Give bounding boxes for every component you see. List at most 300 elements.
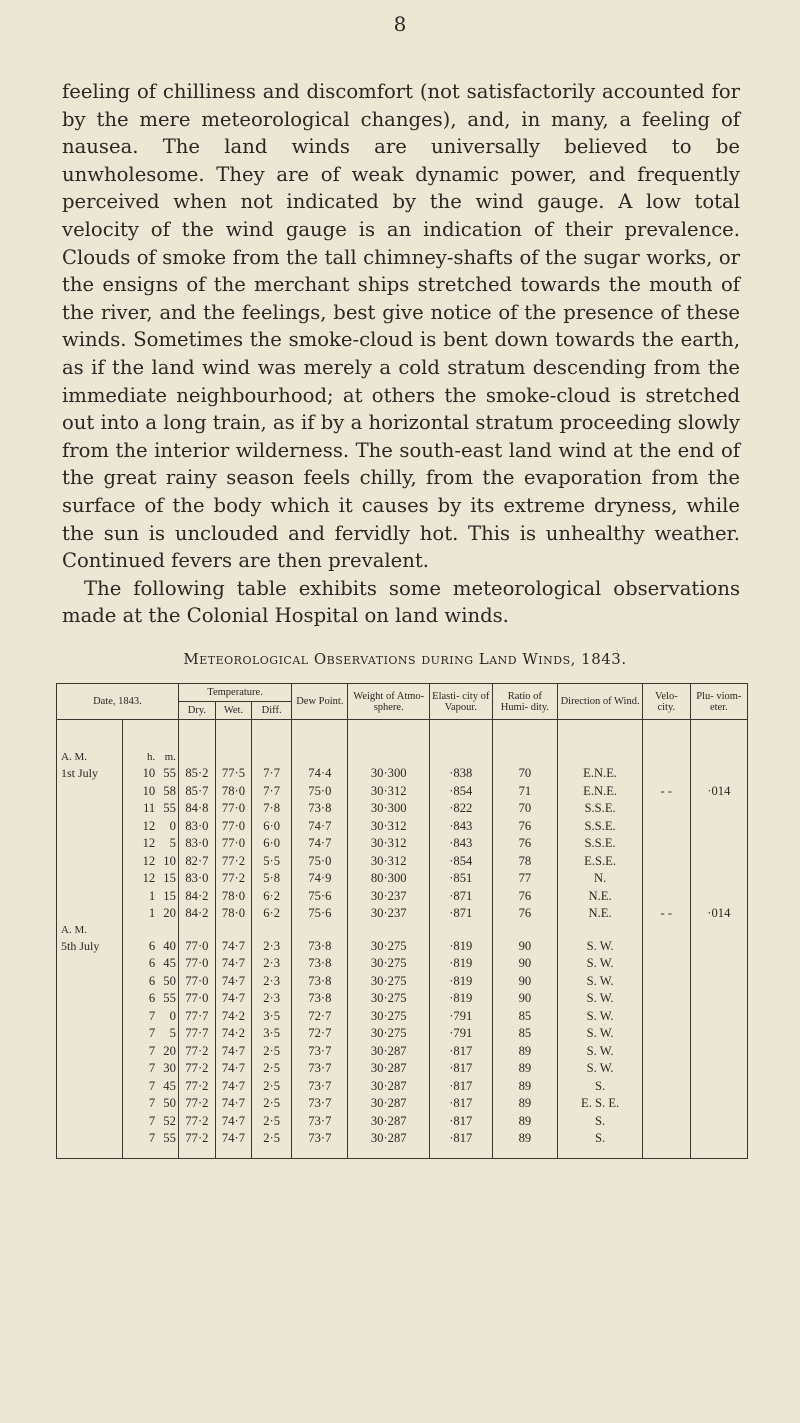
diff-cell: 6·2 xyxy=(251,888,291,906)
hour-cell: 1 xyxy=(122,905,158,923)
hour-cell: 7 xyxy=(122,1043,158,1061)
direction-cell: N. xyxy=(558,870,643,888)
pluviometer-cell xyxy=(690,870,747,888)
wet-cell: 74·7 xyxy=(215,1078,251,1096)
pluviometer-cell xyxy=(690,818,747,836)
dew-point-cell: 73·8 xyxy=(292,938,348,956)
spacer-cell xyxy=(348,720,430,751)
spacer-cell xyxy=(57,1148,123,1159)
date-cell: 1st July xyxy=(57,765,123,783)
empty-cell xyxy=(642,750,690,765)
elasticity-cell: ·817 xyxy=(430,1113,493,1131)
spacer-cell xyxy=(430,1148,493,1159)
hour-cell: 7 xyxy=(122,1113,158,1131)
dry-cell: 77·2 xyxy=(178,1113,215,1131)
date-cell xyxy=(57,973,123,991)
spacer-cell xyxy=(158,720,178,751)
hour-cell: 11 xyxy=(122,800,158,818)
dew-point-cell: 75·6 xyxy=(292,905,348,923)
velocity-cell xyxy=(642,853,690,871)
weight-cell: 30·287 xyxy=(348,1113,430,1131)
humidity-cell: 85 xyxy=(492,1008,558,1026)
hour-cell: 6 xyxy=(122,955,158,973)
header-direction: Direction of Wind. xyxy=(558,684,643,720)
pluviometer-cell: ·014 xyxy=(690,905,747,923)
velocity-cell xyxy=(642,973,690,991)
diff-cell: 3·5 xyxy=(251,1025,291,1043)
diff-cell: 7·7 xyxy=(251,783,291,801)
header-temperature: Temperature. xyxy=(178,684,291,702)
hour-cell: 7 xyxy=(122,1025,158,1043)
diff-cell: 2·5 xyxy=(251,1043,291,1061)
velocity-cell: - - xyxy=(642,905,690,923)
minute-cell: 15 xyxy=(158,870,178,888)
date-cell xyxy=(57,800,123,818)
wet-cell: 74·7 xyxy=(215,955,251,973)
wet-cell: 78·0 xyxy=(215,905,251,923)
humidity-cell: 90 xyxy=(492,990,558,1008)
spacer-cell xyxy=(642,720,690,751)
spacer-cell xyxy=(158,1148,178,1159)
header-weight: Weight of Atmo- sphere. xyxy=(348,684,430,720)
dry-cell: 82·7 xyxy=(178,853,215,871)
elasticity-cell: ·822 xyxy=(430,800,493,818)
diff-cell: 5·8 xyxy=(251,870,291,888)
pluviometer-cell xyxy=(690,990,747,1008)
pluviometer-cell xyxy=(690,1113,747,1131)
direction-cell: N.E. xyxy=(558,888,643,906)
empty-cell xyxy=(558,923,643,938)
dew-point-cell: 73·8 xyxy=(292,800,348,818)
empty-cell xyxy=(430,923,493,938)
wet-cell: 77·0 xyxy=(215,818,251,836)
humidity-cell: 70 xyxy=(492,765,558,783)
pluviometer-cell xyxy=(690,888,747,906)
minute-cell: 58 xyxy=(158,783,178,801)
humidity-cell: 76 xyxy=(492,888,558,906)
diff-cell: 2·3 xyxy=(251,938,291,956)
humidity-cell: 76 xyxy=(492,905,558,923)
dry-cell: 77·2 xyxy=(178,1095,215,1113)
dry-cell: 77·7 xyxy=(178,1025,215,1043)
empty-cell xyxy=(690,750,747,765)
dry-cell: 84·2 xyxy=(178,905,215,923)
spacer-cell xyxy=(215,720,251,751)
date-cell xyxy=(57,1113,123,1131)
date-cell xyxy=(57,1078,123,1096)
minute-cell: 52 xyxy=(158,1113,178,1131)
pluviometer-cell xyxy=(690,1043,747,1061)
diff-cell: 2·5 xyxy=(251,1113,291,1131)
diff-cell: 2·5 xyxy=(251,1130,291,1148)
velocity-cell xyxy=(642,990,690,1008)
elasticity-cell: ·819 xyxy=(430,938,493,956)
weight-cell: 30·275 xyxy=(348,938,430,956)
header-diff: Diff. xyxy=(251,702,291,720)
velocity-cell xyxy=(642,1113,690,1131)
pluviometer-cell xyxy=(690,1078,747,1096)
spacer-cell xyxy=(178,720,215,751)
weight-cell: 30·275 xyxy=(348,990,430,1008)
hour-cell: 7 xyxy=(122,1008,158,1026)
empty-cell xyxy=(642,923,690,938)
table-row xyxy=(57,990,748,1008)
pluviometer-cell xyxy=(690,1130,747,1148)
direction-cell: S.S.E. xyxy=(558,800,643,818)
table-row xyxy=(57,1078,748,1096)
spacer-cell xyxy=(558,1148,643,1159)
table-row xyxy=(57,1025,748,1043)
velocity-cell xyxy=(642,955,690,973)
weight-cell: 30·312 xyxy=(348,818,430,836)
velocity-cell: - - xyxy=(642,783,690,801)
humidity-cell: 89 xyxy=(492,1060,558,1078)
minute-cell: 0 xyxy=(158,818,178,836)
velocity-cell xyxy=(642,1078,690,1096)
date-cell xyxy=(57,870,123,888)
table-row xyxy=(57,938,748,956)
dew-point-cell: 72·7 xyxy=(292,1025,348,1043)
paragraph-1: feeling of chilliness and discomfort (not satisfactorily accounted for by the mere meteorological changes), and, in many, a feeling of nausea. The land winds are universally believed to be unwholesome. They are of weak dynamic power, and frequently perceived when not indicated by the wind gauge. A low total velocity of the wind gauge is an indication of their prevalence. Clouds of smoke from the tall chimney-shafts of the sugar works, or the ensigns of the merchant ships stretched towards the mouth of the river, and the feelings, best give notice of the presence of these winds. Sometimes the smoke-cloud is bent down towards the earth, as if the land wind was merely a cold stratum descending from the immediate neighbourhood; at others the smoke-cloud is stretched out into a long train, as if by a horizontal stratum proceeding slowly from the interior wilderness. The south-east land wind at the end of the great rainy season feels chilly, from the evaporation from the surface of the body which it causes by its extreme dryness, while the sun is unclouded and fervidly hot. This is unhealthy weather. Continued fevers are then prevalent. xyxy=(62,80,740,573)
humidity-cell: 71 xyxy=(492,783,558,801)
wet-cell: 74·7 xyxy=(215,938,251,956)
table-row xyxy=(57,835,748,853)
humidity-cell: 77 xyxy=(492,870,558,888)
am-label: A. M. xyxy=(57,750,123,765)
dry-cell: 84·2 xyxy=(178,888,215,906)
dry-cell: 77·2 xyxy=(178,1078,215,1096)
pluviometer-cell xyxy=(690,1008,747,1026)
empty-cell xyxy=(251,923,291,938)
dry-cell: 77·2 xyxy=(178,1043,215,1061)
weight-cell: 30·312 xyxy=(348,853,430,871)
empty-cell xyxy=(292,750,348,765)
weight-cell: 30·287 xyxy=(348,1043,430,1061)
wet-cell: 77·0 xyxy=(215,800,251,818)
table-row xyxy=(57,818,748,836)
minute-cell: 50 xyxy=(158,1095,178,1113)
spacer-cell xyxy=(642,1148,690,1159)
wet-cell: 77·5 xyxy=(215,765,251,783)
empty-cell xyxy=(215,923,251,938)
diff-cell: 2·5 xyxy=(251,1095,291,1113)
table-row xyxy=(57,1095,748,1113)
elasticity-cell: ·843 xyxy=(430,835,493,853)
dew-point-cell: 73·8 xyxy=(292,955,348,973)
empty-cell xyxy=(430,750,493,765)
weight-cell: 30·287 xyxy=(348,1095,430,1113)
elasticity-cell: ·817 xyxy=(430,1130,493,1148)
humidity-cell: 90 xyxy=(492,955,558,973)
minute-cell: 20 xyxy=(158,905,178,923)
direction-cell: E.N.E. xyxy=(558,765,643,783)
direction-cell: E. S. E. xyxy=(558,1095,643,1113)
dew-point-cell: 73·7 xyxy=(292,1060,348,1078)
wet-cell: 74·7 xyxy=(215,1060,251,1078)
dew-point-cell: 72·7 xyxy=(292,1008,348,1026)
velocity-cell xyxy=(642,800,690,818)
humidity-cell: 78 xyxy=(492,853,558,871)
dry-cell: 77·0 xyxy=(178,955,215,973)
spacer-row xyxy=(57,720,748,751)
pluviometer-cell xyxy=(690,973,747,991)
direction-cell: E.S.E. xyxy=(558,853,643,871)
dew-point-cell: 75·0 xyxy=(292,853,348,871)
direction-cell: S. W. xyxy=(558,1043,643,1061)
hour-cell: 6 xyxy=(122,938,158,956)
dry-cell: 83·0 xyxy=(178,818,215,836)
table-body xyxy=(57,720,748,1159)
date-cell xyxy=(57,835,123,853)
elasticity-cell: ·819 xyxy=(430,955,493,973)
empty-cell xyxy=(492,923,558,938)
wet-cell: 78·0 xyxy=(215,783,251,801)
pluviometer-cell xyxy=(690,938,747,956)
minute-cell: 50 xyxy=(158,973,178,991)
table-row xyxy=(57,1130,748,1148)
wet-cell: 74·2 xyxy=(215,1008,251,1026)
dew-point-cell: 73·7 xyxy=(292,1043,348,1061)
wet-cell: 77·2 xyxy=(215,870,251,888)
header-elasticity: Elasti- city of Vapour. xyxy=(430,684,493,720)
am-label: A. M. xyxy=(57,923,123,938)
minute-cell: 5 xyxy=(158,1025,178,1043)
header-humidity: Ratio of Humi- dity. xyxy=(492,684,558,720)
dew-point-cell: 73·8 xyxy=(292,990,348,1008)
minute-cell: 0 xyxy=(158,1008,178,1026)
hour-cell: 7 xyxy=(122,1060,158,1078)
hour-cell: 12 xyxy=(122,835,158,853)
direction-cell: S. W. xyxy=(558,1060,643,1078)
date-cell xyxy=(57,1095,123,1113)
humidity-cell: 89 xyxy=(492,1095,558,1113)
header-wet: Wet. xyxy=(215,702,251,720)
spacer-cell xyxy=(558,720,643,751)
wet-cell: 78·0 xyxy=(215,888,251,906)
table-row xyxy=(57,800,748,818)
header-velocity: Velo- city. xyxy=(642,684,690,720)
elasticity-cell: ·819 xyxy=(430,973,493,991)
spacer-cell xyxy=(348,1148,430,1159)
table-row xyxy=(57,905,748,923)
pluviometer-cell xyxy=(690,1095,747,1113)
direction-cell: S. W. xyxy=(558,1025,643,1043)
pluviometer-cell xyxy=(690,765,747,783)
spacer-cell xyxy=(492,720,558,751)
header-pluviometer: Plu- viom- eter. xyxy=(690,684,747,720)
wet-cell: 74·7 xyxy=(215,1095,251,1113)
date-cell xyxy=(57,853,123,871)
diff-cell: 6·0 xyxy=(251,835,291,853)
velocity-cell xyxy=(642,1043,690,1061)
spacer-cell xyxy=(122,1148,158,1159)
diff-cell: 2·5 xyxy=(251,1078,291,1096)
wet-cell: 74·7 xyxy=(215,1043,251,1061)
dew-point-cell: 73·7 xyxy=(292,1095,348,1113)
minute-cell: 55 xyxy=(158,765,178,783)
diff-cell: 6·2 xyxy=(251,905,291,923)
table-row xyxy=(57,1043,748,1061)
hour-cell: 12 xyxy=(122,853,158,871)
spacer-cell xyxy=(251,720,291,751)
weight-cell: 30·312 xyxy=(348,835,430,853)
elasticity-cell: ·854 xyxy=(430,783,493,801)
date-cell xyxy=(57,1008,123,1026)
header-dew-point: Dew Point. xyxy=(292,684,348,720)
date-cell xyxy=(57,1130,123,1148)
humidity-cell: 85 xyxy=(492,1025,558,1043)
elasticity-cell: ·819 xyxy=(430,990,493,1008)
dry-cell: 77·2 xyxy=(178,1130,215,1148)
direction-cell: S. W. xyxy=(558,938,643,956)
minute-cell: 45 xyxy=(158,1078,178,1096)
wet-cell: 77·0 xyxy=(215,835,251,853)
weight-cell: 30·275 xyxy=(348,1008,430,1026)
dry-cell: 77·0 xyxy=(178,938,215,956)
header-dry: Dry. xyxy=(178,702,215,720)
meteorological-table xyxy=(56,683,748,1159)
minute-cell: 15 xyxy=(158,888,178,906)
diff-cell: 2·3 xyxy=(251,990,291,1008)
spacer-cell xyxy=(292,1148,348,1159)
hour-cell: 12 xyxy=(122,870,158,888)
hour-cell: 12 xyxy=(122,818,158,836)
minute-cell: 55 xyxy=(158,990,178,1008)
date-cell xyxy=(57,888,123,906)
empty-cell xyxy=(178,750,215,765)
velocity-cell xyxy=(642,1095,690,1113)
spacer-cell xyxy=(292,720,348,751)
weight-cell: 30·287 xyxy=(348,1078,430,1096)
dew-point-cell: 73·7 xyxy=(292,1130,348,1148)
empty-cell xyxy=(558,750,643,765)
elasticity-cell: ·871 xyxy=(430,905,493,923)
direction-cell: S. W. xyxy=(558,955,643,973)
elasticity-cell: ·791 xyxy=(430,1008,493,1026)
date-cell xyxy=(57,818,123,836)
diff-cell: 7·7 xyxy=(251,765,291,783)
date-cell xyxy=(57,990,123,1008)
direction-cell: S. xyxy=(558,1078,643,1096)
spacer-cell xyxy=(690,1148,747,1159)
wet-cell: 74·7 xyxy=(215,973,251,991)
hour-cell: 6 xyxy=(122,973,158,991)
table-row xyxy=(57,783,748,801)
spacer-cell xyxy=(122,720,158,751)
velocity-cell xyxy=(642,1025,690,1043)
dry-cell: 85·7 xyxy=(178,783,215,801)
minute-cell: 40 xyxy=(158,938,178,956)
direction-cell: S.S.E. xyxy=(558,818,643,836)
elasticity-cell: ·817 xyxy=(430,1078,493,1096)
humidity-cell: 90 xyxy=(492,938,558,956)
velocity-cell xyxy=(642,835,690,853)
date-cell xyxy=(57,1043,123,1061)
hour-cell: 7 xyxy=(122,1130,158,1148)
dew-point-cell: 73·7 xyxy=(292,1078,348,1096)
hour-cell: 10 xyxy=(122,765,158,783)
weight-cell: 30·287 xyxy=(348,1060,430,1078)
elasticity-cell: ·817 xyxy=(430,1043,493,1061)
diff-cell: 2·3 xyxy=(251,955,291,973)
hour-cell: 10 xyxy=(122,783,158,801)
wet-cell: 74·7 xyxy=(215,990,251,1008)
date-cell xyxy=(57,1060,123,1078)
weight-cell: 80·300 xyxy=(348,870,430,888)
direction-cell: S.S.E. xyxy=(558,835,643,853)
diff-cell: 7·8 xyxy=(251,800,291,818)
spacer-cell xyxy=(492,1148,558,1159)
dew-point-cell: 75·0 xyxy=(292,783,348,801)
elasticity-cell: ·871 xyxy=(430,888,493,906)
empty-cell xyxy=(348,750,430,765)
dew-point-cell: 73·7 xyxy=(292,1113,348,1131)
pluviometer-cell xyxy=(690,800,747,818)
weight-cell: 30·275 xyxy=(348,955,430,973)
spacer-cell xyxy=(430,720,493,751)
direction-cell: S. xyxy=(558,1113,643,1131)
empty-cell xyxy=(292,923,348,938)
table-row xyxy=(57,765,748,783)
dry-cell: 77·0 xyxy=(178,973,215,991)
weight-cell: 30·287 xyxy=(348,1130,430,1148)
table-row xyxy=(57,870,748,888)
humidity-cell: 89 xyxy=(492,1130,558,1148)
velocity-cell xyxy=(642,888,690,906)
header-row-1 xyxy=(57,684,748,702)
elasticity-cell: ·838 xyxy=(430,765,493,783)
diff-cell: 5·5 xyxy=(251,853,291,871)
wet-cell: 74·7 xyxy=(215,1113,251,1131)
date-cell xyxy=(57,905,123,923)
date-cell xyxy=(57,1025,123,1043)
weight-cell: 30·237 xyxy=(348,888,430,906)
spacer-cell xyxy=(178,1148,215,1159)
dry-cell: 83·0 xyxy=(178,870,215,888)
weight-cell: 30·275 xyxy=(348,1025,430,1043)
minute-cell: 5 xyxy=(158,835,178,853)
hour-cell: 1 xyxy=(122,888,158,906)
paragraph-2: The following table exhibits some meteorological observations made at the Colonial Hospital on land winds. xyxy=(62,576,740,628)
pluviometer-cell xyxy=(690,955,747,973)
direction-cell: S. W. xyxy=(558,973,643,991)
dew-point-cell: 74·9 xyxy=(292,870,348,888)
minute-cell: 10 xyxy=(158,853,178,871)
diff-cell: 6·0 xyxy=(251,818,291,836)
diff-cell: 2·3 xyxy=(251,973,291,991)
table-row xyxy=(57,1008,748,1026)
direction-cell: S. W. xyxy=(558,990,643,1008)
minute-cell: 45 xyxy=(158,955,178,973)
humidity-cell: 89 xyxy=(492,1113,558,1131)
dry-cell: 83·0 xyxy=(178,835,215,853)
hour-cell: 7 xyxy=(122,1078,158,1096)
minute-cell: 55 xyxy=(158,1130,178,1148)
wet-cell: 77·2 xyxy=(215,853,251,871)
date-label-row xyxy=(57,750,748,765)
empty-cell xyxy=(215,750,251,765)
elasticity-cell: ·851 xyxy=(430,870,493,888)
body-text xyxy=(62,78,740,630)
hour-cell: 7 xyxy=(122,1095,158,1113)
minute-label: m. xyxy=(158,750,178,765)
table-row xyxy=(57,955,748,973)
velocity-cell xyxy=(642,938,690,956)
hour-label xyxy=(122,923,158,938)
diff-cell: 2·5 xyxy=(251,1060,291,1078)
date-cell: 5th July xyxy=(57,938,123,956)
weight-cell: 30·300 xyxy=(348,800,430,818)
